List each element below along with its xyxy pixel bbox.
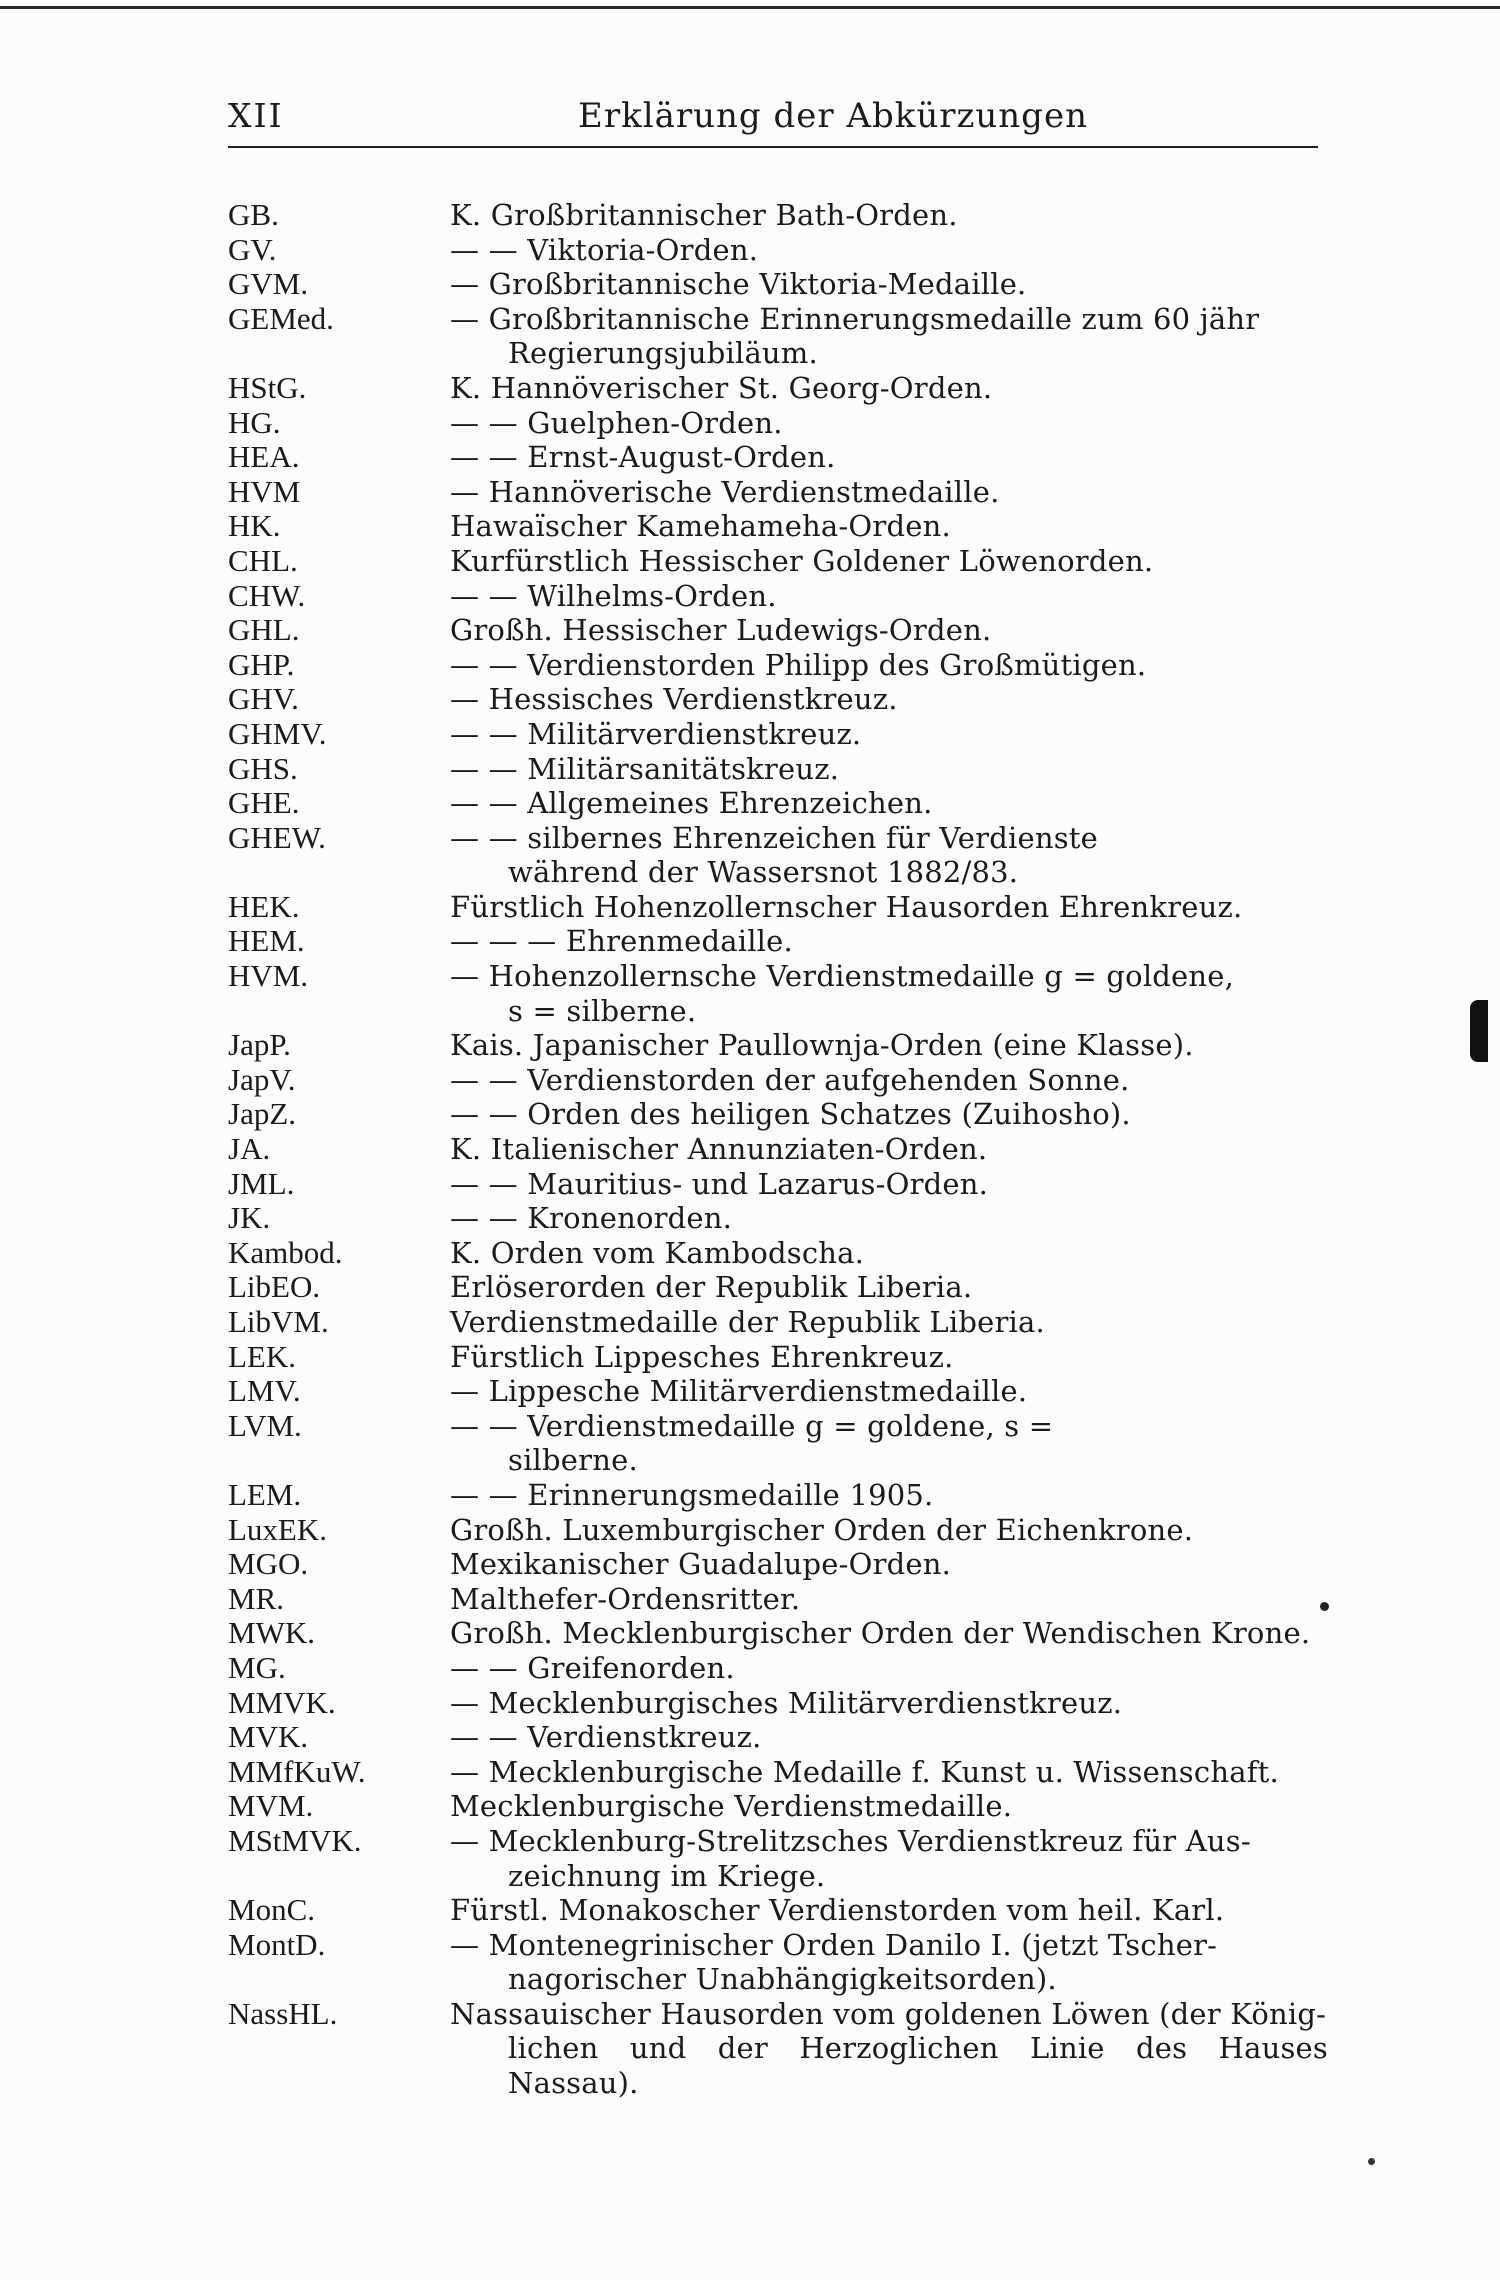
list-item [228,233,1328,268]
abbreviation-list [228,198,1328,2101]
list-item [228,302,1328,371]
abbreviation: HEA. [228,439,300,475]
list-item [228,1270,1328,1305]
description-text: Großh. Luxemburgischer Orden der Eichenkrone. [450,1512,1194,1547]
description-text: — Mecklenburgische Medaille f. Kunst u. Wissenschaft. [450,1754,1279,1789]
description [450,821,1328,890]
abbreviation: NassHL. [228,1995,338,2031]
abbreviation: HStG. [228,369,307,405]
abbreviation: MontD. [228,1926,326,1962]
description [450,233,1328,268]
abbreviation: JapP. [228,1027,291,1063]
description [450,613,1328,648]
description-continuation: silberne. [508,1443,638,1478]
abbreviation: GV. [228,231,277,267]
list-item [228,1236,1328,1271]
abbreviation: MVK. [228,1719,309,1755]
list-item [228,1755,1328,1790]
description-continuation: Regierungsjubiläum. [508,336,818,371]
abbreviation: LEM. [228,1476,302,1512]
description [450,1409,1328,1478]
running-head [228,96,1318,140]
description-text: — Mecklenburg-Strelitzsches Verdienstkreuz für Aus- [450,1823,1251,1858]
description-text: — Montenegrinischer Orden Danilo I. (jetzt Tscher- [450,1927,1218,1962]
description-text: — — Verdienstorden Philipp des Großmütigen. [450,647,1147,682]
description [450,1201,1328,1236]
description [450,1270,1328,1305]
list-item [228,786,1328,821]
abbreviation: LEK. [228,1338,297,1374]
description [450,302,1328,371]
description [450,1582,1328,1617]
page-title: Erklärung der Abkürzungen [578,96,1088,136]
list-item [228,821,1328,890]
list-item [228,509,1328,544]
description-text: — — Orden des heiligen Schatzes (Zuihosho). [450,1097,1131,1132]
description [450,406,1328,441]
description-text: — Hohenzollernsche Verdienstmedaille g = goldene, [450,959,1235,994]
abbreviation: MR. [228,1580,284,1616]
description [450,648,1328,683]
list-item [228,717,1328,752]
abbreviation: GEMed. [228,300,334,336]
description-text: Erlöserorden der Republik Liberia. [450,1270,973,1305]
description [450,1340,1328,1375]
abbreviation: GHS. [228,750,298,786]
list-item [228,1720,1328,1755]
abbreviation: GHL. [228,612,300,648]
abbreviation: MonC. [228,1892,315,1928]
description-text: Nassauischer Hausorden vom goldenen Löwen (der König- [450,1996,1327,2031]
list-item [228,1616,1328,1651]
description-text: Großh. Hessischer Ludewigs-Orden. [450,613,992,648]
abbreviation: GHP. [228,646,295,682]
list-item [228,475,1328,510]
description [450,1063,1328,1098]
description [450,1167,1328,1202]
abbreviation: MWK. [228,1615,315,1651]
description [450,1513,1328,1548]
abbreviation: JapV. [228,1061,296,1097]
abbreviation: HG. [228,404,281,440]
abbreviation: MGO. [228,1546,309,1582]
list-item [228,924,1328,959]
description [450,509,1328,544]
list-item [228,1686,1328,1721]
description-text: Fürstl. Monakoscher Verdienstorden vom heil. Karl. [450,1893,1225,1928]
abbreviation: JA. [228,1131,271,1167]
description [450,440,1328,475]
description [450,544,1328,579]
list-item [228,1824,1328,1893]
abbreviation: Kambod. [228,1234,343,1270]
description-continuation: zeichnung im Kriege. [508,1858,826,1893]
description-text: K. Italienischer Annunziaten-Orden. [450,1132,988,1167]
abbreviation: MStMVK. [228,1822,362,1858]
list-item [228,267,1328,302]
list-item [228,959,1328,1028]
list-item [228,1305,1328,1340]
description-text: — — Ernst-August-Orden. [450,440,836,475]
description [450,959,1328,1028]
list-item [228,1478,1328,1513]
abbreviation: JapZ. [228,1096,297,1132]
description-text: — — Mauritius- und Lazarus-Orden. [450,1166,989,1201]
description [450,1236,1328,1271]
list-item [228,1097,1328,1132]
description-text: — — Greifenorden. [450,1650,735,1685]
abbreviation: HVM. [228,958,309,994]
description-text: Großh. Mecklenburgischer Orden der Wendischen Krone. [450,1616,1311,1651]
description-text: — — Militärverdienstkreuz. [450,716,862,751]
description [450,890,1328,925]
abbreviation: LVM. [228,1407,302,1443]
description-text: K. Orden vom Kambodscha. [450,1235,865,1270]
description-text: Mecklenburgische Verdienstmedaille. [450,1789,1013,1824]
abbreviation: HEK. [228,888,300,924]
page-number: XII [228,96,284,135]
abbreviation: JK. [228,1200,271,1236]
description-continuation: während der Wassersnot 1882/83. [508,855,1019,890]
list-item [228,1928,1328,1997]
list-item [228,1582,1328,1617]
description-text: — — Erinnerungsmedaille 1905. [450,1477,934,1512]
description [450,1547,1328,1582]
abbreviation: HVM [228,473,301,509]
abbreviation: MVM. [228,1788,314,1824]
description-text: Kais. Japanischer Paullownja-Orden (eine Klasse). [450,1028,1194,1063]
abbreviation: GHE. [228,785,300,821]
abbreviation: CHW. [228,577,306,613]
abbreviation: MMfKuW. [228,1753,366,1789]
description [450,579,1328,614]
abbreviation: GHV. [228,681,299,717]
list-item [228,198,1328,233]
list-item [228,1997,1328,2101]
description-text: — — Militärsanitätskreuz. [450,751,840,786]
abbreviation: GHEW. [228,819,326,855]
description [450,475,1328,510]
description [450,752,1328,787]
description-text: — — Viktoria-Orden. [450,232,759,267]
description [450,198,1328,233]
abbreviation: HK. [228,508,281,544]
list-item [228,890,1328,925]
abbreviation: LibEO. [228,1269,321,1305]
description-text: Kurfürstlich Hessischer Goldener Löwenorden. [450,543,1154,578]
description [450,1374,1328,1409]
description [450,1789,1328,1824]
list-item [228,1132,1328,1167]
abbreviation: CHL. [228,542,298,578]
list-item [228,1893,1328,1928]
header-rule [228,146,1318,148]
list-item [228,579,1328,614]
list-item [228,1028,1328,1063]
description [450,1478,1328,1513]
description-text: — Hessisches Verdienstkreuz. [450,682,898,717]
description [450,682,1328,717]
description [450,1305,1328,1340]
description-text: — — Kronenorden. [450,1201,733,1236]
description [450,1616,1328,1651]
list-item [228,1063,1328,1098]
description-text: — Großbritannische Erinnerungsmedaille zum 60 jähr [450,301,1260,336]
description [450,267,1328,302]
list-item [228,752,1328,787]
description-text: — Mecklenburgisches Militärverdienstkreuz. [450,1685,1123,1720]
description [450,1997,1328,2101]
description-continuation: nagorischer Unabhängigkeitsorden). [508,1962,1057,1997]
description [450,371,1328,406]
abbreviation: LuxEK. [228,1511,328,1547]
description-text: K. Hannöverischer St. Georg-Orden. [450,370,993,405]
description [450,1132,1328,1167]
description-text: — Lippesche Militärverdienstmedaille. [450,1374,1028,1409]
abbreviation: MMVK. [228,1684,336,1720]
description [450,717,1328,752]
description [450,1097,1328,1132]
list-item [228,1651,1328,1686]
description-continuation: s = silberne. [508,993,697,1028]
abbreviation: GVM. [228,266,309,302]
description [450,1928,1328,1997]
description-text: — Großbritannische Viktoria-Medaille. [450,267,1027,302]
description-text: — — — Ehrenmedaille. [450,924,793,959]
description-text: — — Guelphen-Orden. [450,405,783,440]
abbreviation: JML. [228,1165,295,1201]
list-item [228,682,1328,717]
abbreviation: HEM. [228,923,305,959]
description-continuation: lichen und der Herzoglichen Linie des Hauses Nassau). [508,2031,1328,2101]
list-item [228,1340,1328,1375]
list-item [228,613,1328,648]
description [450,1720,1328,1755]
list-item [228,544,1328,579]
abbreviation: MG. [228,1649,286,1685]
description-text: — Hannöverische Verdienstmedaille. [450,474,1000,509]
scan-speck [1368,2158,1375,2165]
list-item [228,1513,1328,1548]
abbreviation: GB. [228,197,279,232]
abbreviation: GHMV. [228,715,327,751]
list-item [228,1547,1328,1582]
description-text: Hawaïscher Kamehameha-Orden. [450,509,951,544]
description-text: — — Allgemeines Ehrenzeichen. [450,786,933,821]
list-item [228,648,1328,683]
description-text: K. Großbritannischer Bath-Orden. [450,198,958,232]
description [450,1686,1328,1721]
description-text: Fürstlich Lippesches Ehrenkreuz. [450,1339,954,1374]
description-text: Mexikanischer Guadalupe-Orden. [450,1547,952,1582]
list-item [228,1409,1328,1478]
list-item [228,1201,1328,1236]
description-text: — — Wilhelms-Orden. [450,578,777,613]
description-text: — — silbernes Ehrenzeichen für Verdienste [450,820,1099,855]
abbreviation: LMV. [228,1373,301,1409]
description [450,924,1328,959]
list-item [228,371,1328,406]
scan-speck [1320,1602,1329,1611]
description-text: Fürstlich Hohenzollernscher Hausorden Ehrenkreuz. [450,889,1243,924]
description [450,1755,1328,1790]
description [450,1651,1328,1686]
description-text: — — Verdienstmedaille g = goldene, s = [450,1408,1054,1443]
list-item [228,1167,1328,1202]
description-text: — — Verdienstkreuz. [450,1720,762,1755]
description-text: Malthefer-Ordensritter. [450,1581,801,1616]
description [450,1893,1328,1928]
description [450,1028,1328,1063]
list-item [228,1374,1328,1409]
list-item [228,1789,1328,1824]
list-item [228,406,1328,441]
list-item [228,440,1328,475]
description [450,1824,1328,1893]
description [450,786,1328,821]
scan-margin-mark [1470,1000,1488,1062]
description-text: Verdienstmedaille der Republik Liberia. [450,1305,1045,1339]
description-text: — — Verdienstorden der aufgehenden Sonne. [450,1062,1130,1097]
abbreviation: LibVM. [228,1304,329,1339]
